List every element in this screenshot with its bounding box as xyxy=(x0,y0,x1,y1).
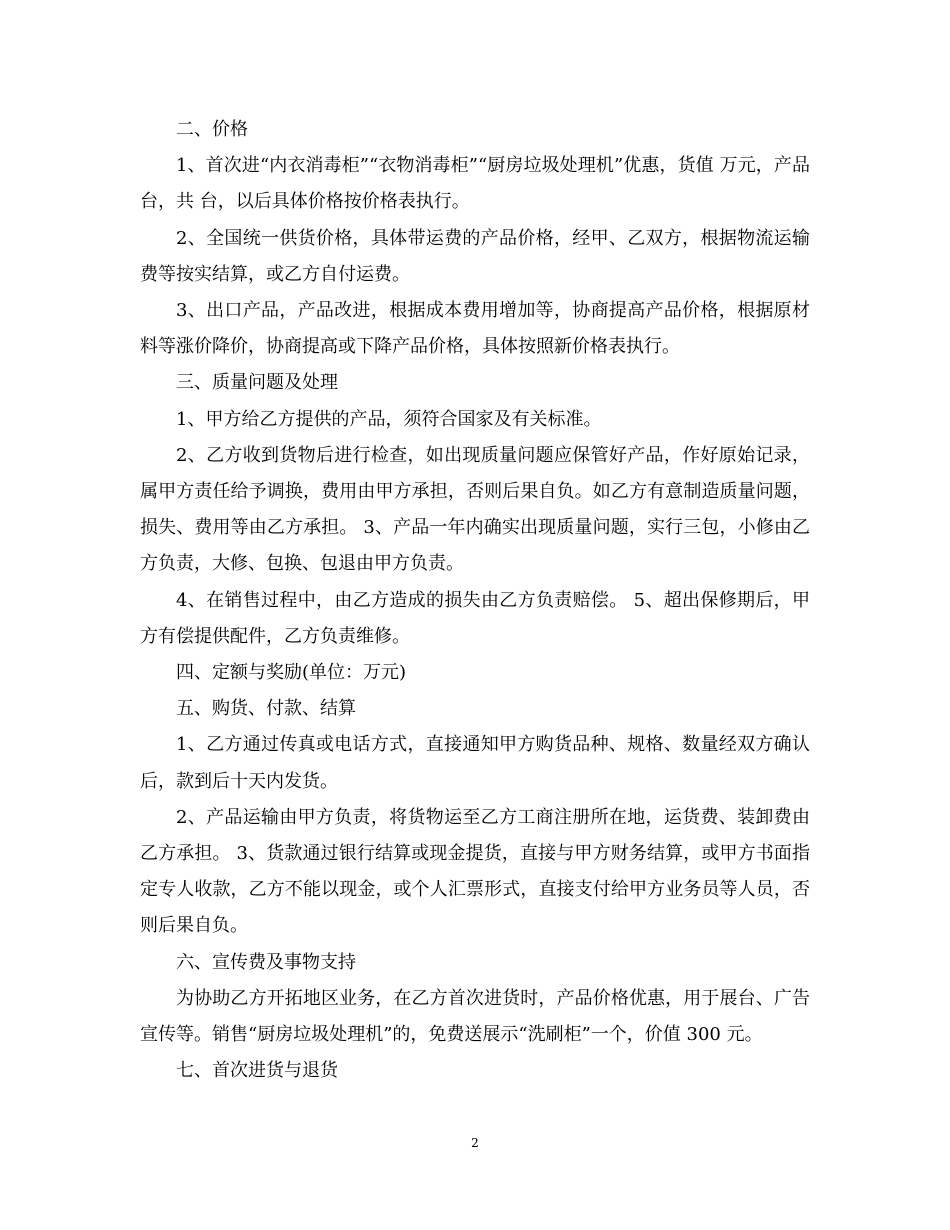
section-heading-quota: 四、定额与奖励(单位：万元) xyxy=(176,662,407,684)
paragraph-price-2: 2、全国统一供货价格，具体带运费的产品价格，经甲、乙双方，根据物流运输费等按实结算，或乙方自付运费。 xyxy=(140,227,810,285)
section-heading-promotion: 六、宣传费及事物支持 xyxy=(176,951,356,973)
section-heading-first-order: 七、首次进货与退货 xyxy=(176,1060,338,1082)
paragraph-promotion: 为协助乙方开拓地区业务，在乙方首次进货时，产品价格优惠，用于展台、广告宣传等。销售“厨房垃圾处理机”的，免费送展示“洗刷柜”一个，价值 300 元。 xyxy=(140,987,810,1046)
paragraph-purchase-2: 2、产品运输由甲方负责，将货物运至乙方工商注册所在地，运货费、装卸费由乙方承担。 3、货款通过银行结算或现金提货，直接与甲方财务结算，或甲方书面指定专人收款，乙方不能以现金，或个人汇票形式，直接支付给甲方业务员等人员，否则后果自负。 xyxy=(140,806,810,937)
section-heading-purchase: 五、购货、付款、结算 xyxy=(176,698,356,720)
document-body xyxy=(140,112,810,1089)
paragraph-price-1: 1、首次进“内衣消毒柜”“衣物消毒柜”“厨房垃圾处理机”优惠，货值 万元，产品 台，共 台，以后具体价格按价格表执行。 xyxy=(140,155,810,213)
paragraph-purchase-1: 1、乙方通过传真或电话方式，直接通知甲方购货品种、规格、数量经双方确认后，款到后十天内发货。 xyxy=(140,734,810,792)
paragraph-quality-4: 4、在销售过程中，由乙方造成的损失由乙方负责赔偿。 5、超出保修期后，甲方有偿提供配件，乙方负责维修。 xyxy=(140,589,810,647)
section-heading-quality: 三、质量问题及处理 xyxy=(176,372,338,394)
paragraph-price-3: 3、出口产品，产品改进，根据成本费用增加等，协商提高产品价格，根据原材料等涨价降价，协商提高或下降产品价格，具体按照新价格表执行。 xyxy=(140,300,810,358)
paragraph-quality-1: 1、甲方给乙方提供的产品，须符合国家及有关标准。 xyxy=(176,408,602,430)
section-heading-price: 二、价格 xyxy=(176,119,248,140)
paragraph-quality-2: 2、乙方收到货物后进行检查，如出现质量问题应保管好产品，作好原始记录，属甲方责任给予调换，费用由甲方承担，否则后果自负。如乙方有意制造质量问题，损失、费用等由乙方承担。 3、产品一年内确实出现质量问题，实行三包，小修由乙方负责，大修、包换、包退由甲方负责。 xyxy=(140,444,810,575)
page-number: 2 xyxy=(471,1136,479,1150)
